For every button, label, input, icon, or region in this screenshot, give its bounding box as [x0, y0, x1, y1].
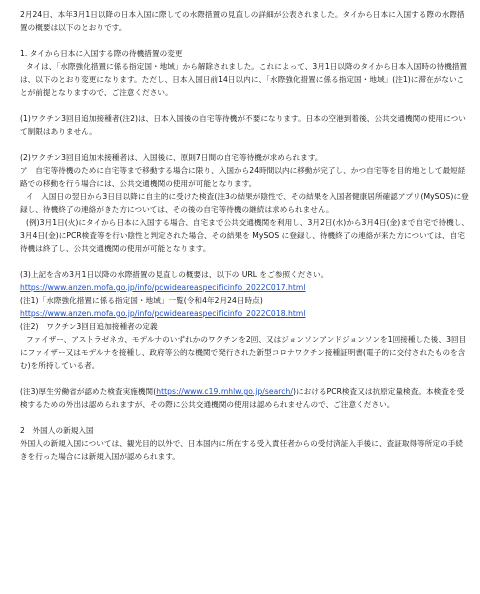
item-2-heading: (2)ワクチン3回目追加未接種者は、入国後に、原則7日間の自宅等待機が求められます。 — [20, 153, 323, 162]
item-2-a: ア 自宅等待機のために自宅等まで移動する場合に限り、入国から24時間以内に移動が完了し、かつ自宅等を目的地として最短経路での移動を行う場合には、公共交通機関の使用が可能となります。 — [20, 166, 466, 188]
document-page — [20, 8, 470, 463]
item-1-paragraph: (1)ワクチン3回目追加接種者(注2)は、日本入国後の自宅等待機が不要になります。日本の空港到着後、公共交通機関の使用について制限はありません。 — [20, 114, 466, 136]
item-2-example: (例)3月1日(火)にタイから日本に入国する場合、自宅まで公共交通機関を利用し、3月2日(水)から3月4日(金)まで自宅で待機し、3月4日(金)にPCR検査等を行い陰性と判定された場合、その結果を MySOS に登録し、待機終了の連絡が来た方については、自宅待機は終了し、公共交通機関の使用が可能となります。 — [20, 218, 470, 253]
note-3-prefix: (注3)厚生労働省が認めた検査実施機関( — [20, 387, 157, 396]
intro-paragraph: 2月24日、本年3月1日以降の日本入国に際しての水際措置の見直しの詳細が公表されました。タイから日本に入国する際の水際措置の概要は以下のとおりです。 — [20, 10, 465, 32]
item-2-i: イ 入国日の翌日から3日目以降に自主的に受けた検査(注3の結果が陰性で、その結果を入国者健康居所確認アプリ(MySOS)に登録し、待機終了の連絡がきた方については、その後の自宅等待機の継続は求められません。 — [20, 192, 469, 214]
note-2-body: ファイザー、アストラゼネカ、モデルナのいずれかのワクチンを2回、又はジョンソンアンドジョンソンを1回接種した後、3回目にファイザー又はモデルナを接種し、政府等公的な機関で発行された新型コロナワクチン接種証明書(電子的に交付されたものを含む)を所持している者。 — [20, 335, 467, 370]
section-1-heading: 1. タイから日本に入国する際の待機措置の変更 — [20, 49, 183, 58]
note-1: (注1)「水際強化措置に係る指定国・地域」一覧(令和4年2月24日時点) — [20, 296, 263, 305]
section-2-body: 外国人の新規入国については、観光目的以外で、日本国内に所在する受入責任者からの受付済証入手後に、査証取得等所定の手続きを行った場合には新規入国が認められます。 — [20, 439, 464, 461]
mhlw-search-link[interactable]: https://www.c19.mhlw.go.jp/search/ — [156, 387, 294, 396]
section-1-body: タイは、「水際強化措置に係る指定国・地域」から解除されました。これによって、3月1日以降のタイから日本入国時の待機措置は、以下のとおり変更になります。ただし、日本入国日前14日以内に、「水際強化措置に係る指定国・地域」(注1)に滞在がないことが前提となりますので、ご注意ください。 — [20, 62, 468, 97]
note-3-suffix: )におけるPCR検査又は抗原定量検査。本検査を受検するための外出は認められますが、その際に公共交通機関の使用は認められませんので、ご注意ください。 — [20, 387, 465, 409]
item-3-paragraph: (3)上記を含め3月1日以降の水際措置の見直しの概要は、以下の URL をご参照ください。 — [20, 270, 329, 279]
note-2-heading: (注2) ワクチン3回目追加接種者の定義 — [20, 322, 158, 331]
note-3-paragraph — [20, 385, 470, 411]
section-2-heading: 2 外国人の新規入国 — [20, 426, 94, 435]
url-link-2[interactable]: https://www.anzen.mofa.go.jp/info/pcwideareaspecificinfo_2022C018.html — [20, 309, 306, 318]
url-link-1[interactable]: https://www.anzen.mofa.go.jp/info/pcwideareaspecificinfo_2022C017.html — [20, 283, 306, 292]
